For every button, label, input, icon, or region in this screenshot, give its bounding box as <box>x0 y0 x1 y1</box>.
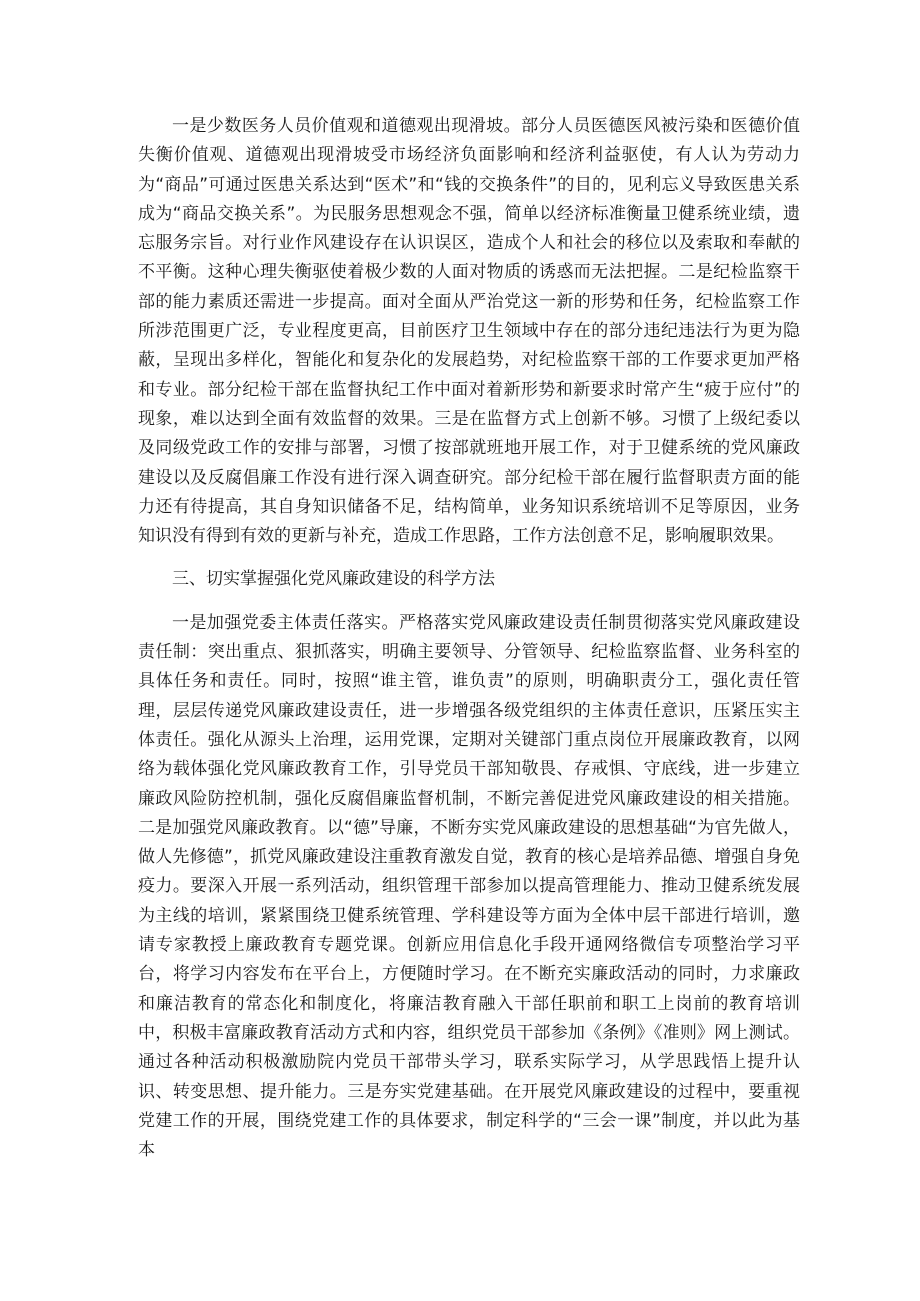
section-heading: 三、切实掌握强化党风廉政建设的科学方法 <box>172 569 495 590</box>
paragraph-gap <box>138 551 800 565</box>
paragraph-gap <box>138 595 800 609</box>
paragraph-problems: 一是少数医务人员价值观和道德观出现滑坡。部分人员医德医风被污染和医德价值失衡价值观、道德观出现滑坡受市场经济负面影响和经济利益驱使，有人认为劳动力为“商品”可通过医患关系达到“医术”和“钱的交换条件”的目的，见利忘义导致医患关系成为“商品交换关系”。为民服务思想观念不强，简单以经济标准衡量卫健系统业绩，遗忘服务宗旨。对行业作风建设存在认识误区，造成个人和社会的移位以及索取和奉献的不平衡。这种心理失衡驱使着极少数的人面对物质的诱惑而无法把握。二是纪检监察干部的能力素质还需进一步提高。面对全面从严治党这一新的形势和任务，纪检监察工作所涉范围更广泛，专业程度更高，目前医疗卫生领域中存在的部分违纪违法行为更为隐蔽，呈现出多样化，智能化和复杂化的发展趋势，对纪检监察干部的工作要求更加严格和专业。部分纪检干部在监督执纪工作中面对着新形势和新要求时常产生“疲于应付”的现象，难以达到全面有效监督的效果。三是在监督方式上创新不够。习惯了上级纪委以及同级党政工作的安排与部署，习惯了按部就班地开展工作，对于卫健系统的党风廉政建设以及反腐倡廉工作没有进行深入调查研究。部分纪检干部在履行监督职责方面的能力还有待提高，其自身知识储备不足，结构简单，业务知识系统培训不足等原因，业务知识没有得到有效的更新与补充，造成工作思路，工作方法创意不足，影响履职效果。 <box>138 116 800 547</box>
paragraph-methods: 一是加强党委主体责任落实。严格落实党风廉政建设责任制贯彻落实党风廉政建设责任制：突出重点、狠抓落实，明确主要领导、分管领导、纪检监察监督、业务科室的具体任务和责任。同时，按照“谁主管，谁负责”的原则，明确职责分工，强化责任管理，层层传递党风廉政建设责任，进一步增强各级党组织的主体责任意识，压紧压实主体责任。强化从源头上治理，运用党课，定期对关键部门重点岗位开展廉政教育，以网络为载体强化党风廉政教育工作，引导党员干部知敬畏、存戒惧、守底线，进一步建立廉政风险防控机制，强化反腐倡廉监督机制，不断完善促进党风廉政建设的相关措施。二是加强党风廉政教育。以“德”导廉，不断夯实党风廉政建设的思想基础“为官先做人，做人先修德”，抓党风廉政建设注重教育激发自觉，教育的核心是培养品德、增强自身免疫力。要深入开展一系列活动，组织管理干部参加以提高管理能力、推动卫健系统发展为主线的培训，紧紧围绕卫健系统管理、学科建设等方面为全体中层干部进行培训，邀请专家教授上廉政教育专题党课。创新应用信息化手段开通网络微信专项整治学习平台，将学习内容发布在平台上，方便随时学习。在不断充实廉政活动的同时，力求廉政和廉洁教育的常态化和制度化，将廉洁教育融入干部任职前和职工上岗前的教育培训中，积极丰富廉政教育活动方式和内容，组织党员干部参加《条例》《准则》网上测试。通过各种活动积极激励院内党员干部带头学习，联系实际学习，从学思践悟上提升认识、转变思想、提升能力。三是夯实党建基础。在开展党风廉政建设的过程中，要重视党建工作的开展，围绕党建工作的具体要求，制定科学的“三会一课”制度，并以此为基本 <box>138 612 800 1161</box>
document-body <box>138 112 800 1165</box>
